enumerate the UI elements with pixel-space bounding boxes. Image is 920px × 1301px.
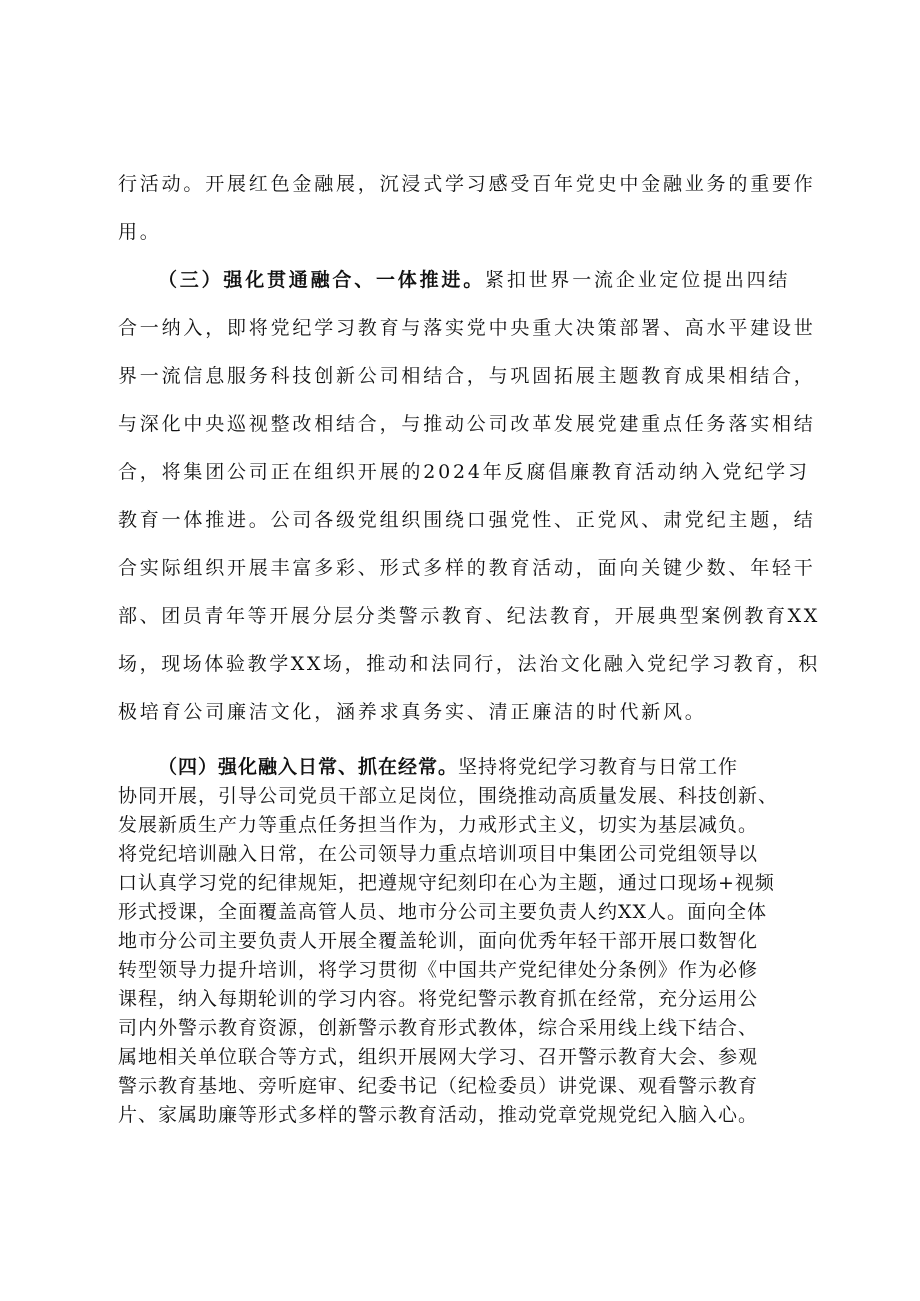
paragraph-line: 极培育公司廉洁文化，涵养求真务实、清正廉洁的时代新风。	[118, 701, 707, 723]
paragraph-line: 用。	[118, 221, 162, 243]
section-heading: （四）强化融入日常、抓在经常。	[158, 756, 459, 778]
section-heading: （三）强化贯通融合、一体推进。	[158, 269, 486, 291]
paragraph-text: 坚持将党纪学习教育与日常工作	[458, 756, 739, 778]
paragraph-line: 形式授课，全面覆盖高管人员、地市分公司主要负责人约XX人。面向全体	[118, 901, 768, 923]
paragraph-line: 转型领导力提升培训，将学习贯彻《中国共产党纪律处分条例》作为必修	[118, 959, 759, 981]
paragraph-line: 属地相关单位联合等方式，组织开展网大学习、召开警示教育大会、参观	[118, 1046, 759, 1068]
paragraph-line: 合，将集团公司正在组织开展的2024年反腐倡廉教育活动纳入党纪学习	[118, 461, 810, 483]
paragraph-line: 与深化中央巡视整改相结合，与推动公司改革发展党建重点任务落实相结	[118, 413, 816, 435]
paragraph-line: 将党纪培训融入日常，在公司领导力重点培训项目中集团公司党组领导以	[118, 843, 759, 865]
paragraph-line: 协同开展，引导公司党员干部立足岗位，围绕推动高质量发展、科技创新、	[118, 785, 779, 807]
paragraph-line: 地市分公司主要负责人开展全覆盖轮训，面向优秀年轻干部开展口数智化	[118, 930, 759, 952]
paragraph-first-line	[158, 268, 790, 292]
paragraph-line: 片、家属助廉等形式多样的警示教育活动，推动党章党规党纪入脑入心。	[118, 1104, 759, 1126]
paragraph-line: 合实际组织开展丰富多彩、形式多样的教育活动，面向关键少数、年轻干	[118, 557, 816, 579]
paragraph-first-line	[158, 755, 738, 779]
paragraph-line: 部、团员青年等开展分层分类警示教育、纪法教育，开展典型案例教育XX	[118, 605, 820, 627]
paragraph-line: 教育一体推进。公司各级党组织围绕口强党性、正党风、肃党纪主题，结	[118, 509, 816, 531]
paragraph-line: 界一流信息服务科技创新公司相结合，与巩固拓展主题教育成果相结合，	[118, 365, 816, 387]
paragraph-line: 口认真学习党的纪律规矩，把遵规守纪刻印在心为主题，通过口现场+视频	[118, 872, 775, 894]
paragraph-line: 课程，纳入每期轮训的学习内容。将党纪警示教育抓在经常，充分运用公	[118, 988, 759, 1010]
paragraph-text: 紧扣世界一流企业定位提出四结	[485, 269, 791, 291]
paragraph-line: 行活动。开展红色金融展，沉浸式学习感受百年党史中金融业务的重要作	[118, 173, 816, 195]
paragraph-line: 合一纳入，即将党纪学习教育与落实党中央重大决策部署、高水平建设世	[118, 317, 816, 339]
paragraph-line: 司内外警示教育资源，创新警示教育形式教体，综合采用线上线下结合、	[118, 1017, 759, 1039]
paragraph-line: 发展新质生产力等重点任务担当作为，力戒形式主义，切实为基层减负。	[118, 814, 759, 836]
paragraph-line: 场，现场体验教学XX场，推动和法同行，法治文化融入党纪学习教育，积	[118, 653, 820, 675]
paragraph-line: 警示教育基地、旁听庭审、纪委书记（纪检委员）讲党课、观看警示教育	[118, 1075, 759, 1097]
